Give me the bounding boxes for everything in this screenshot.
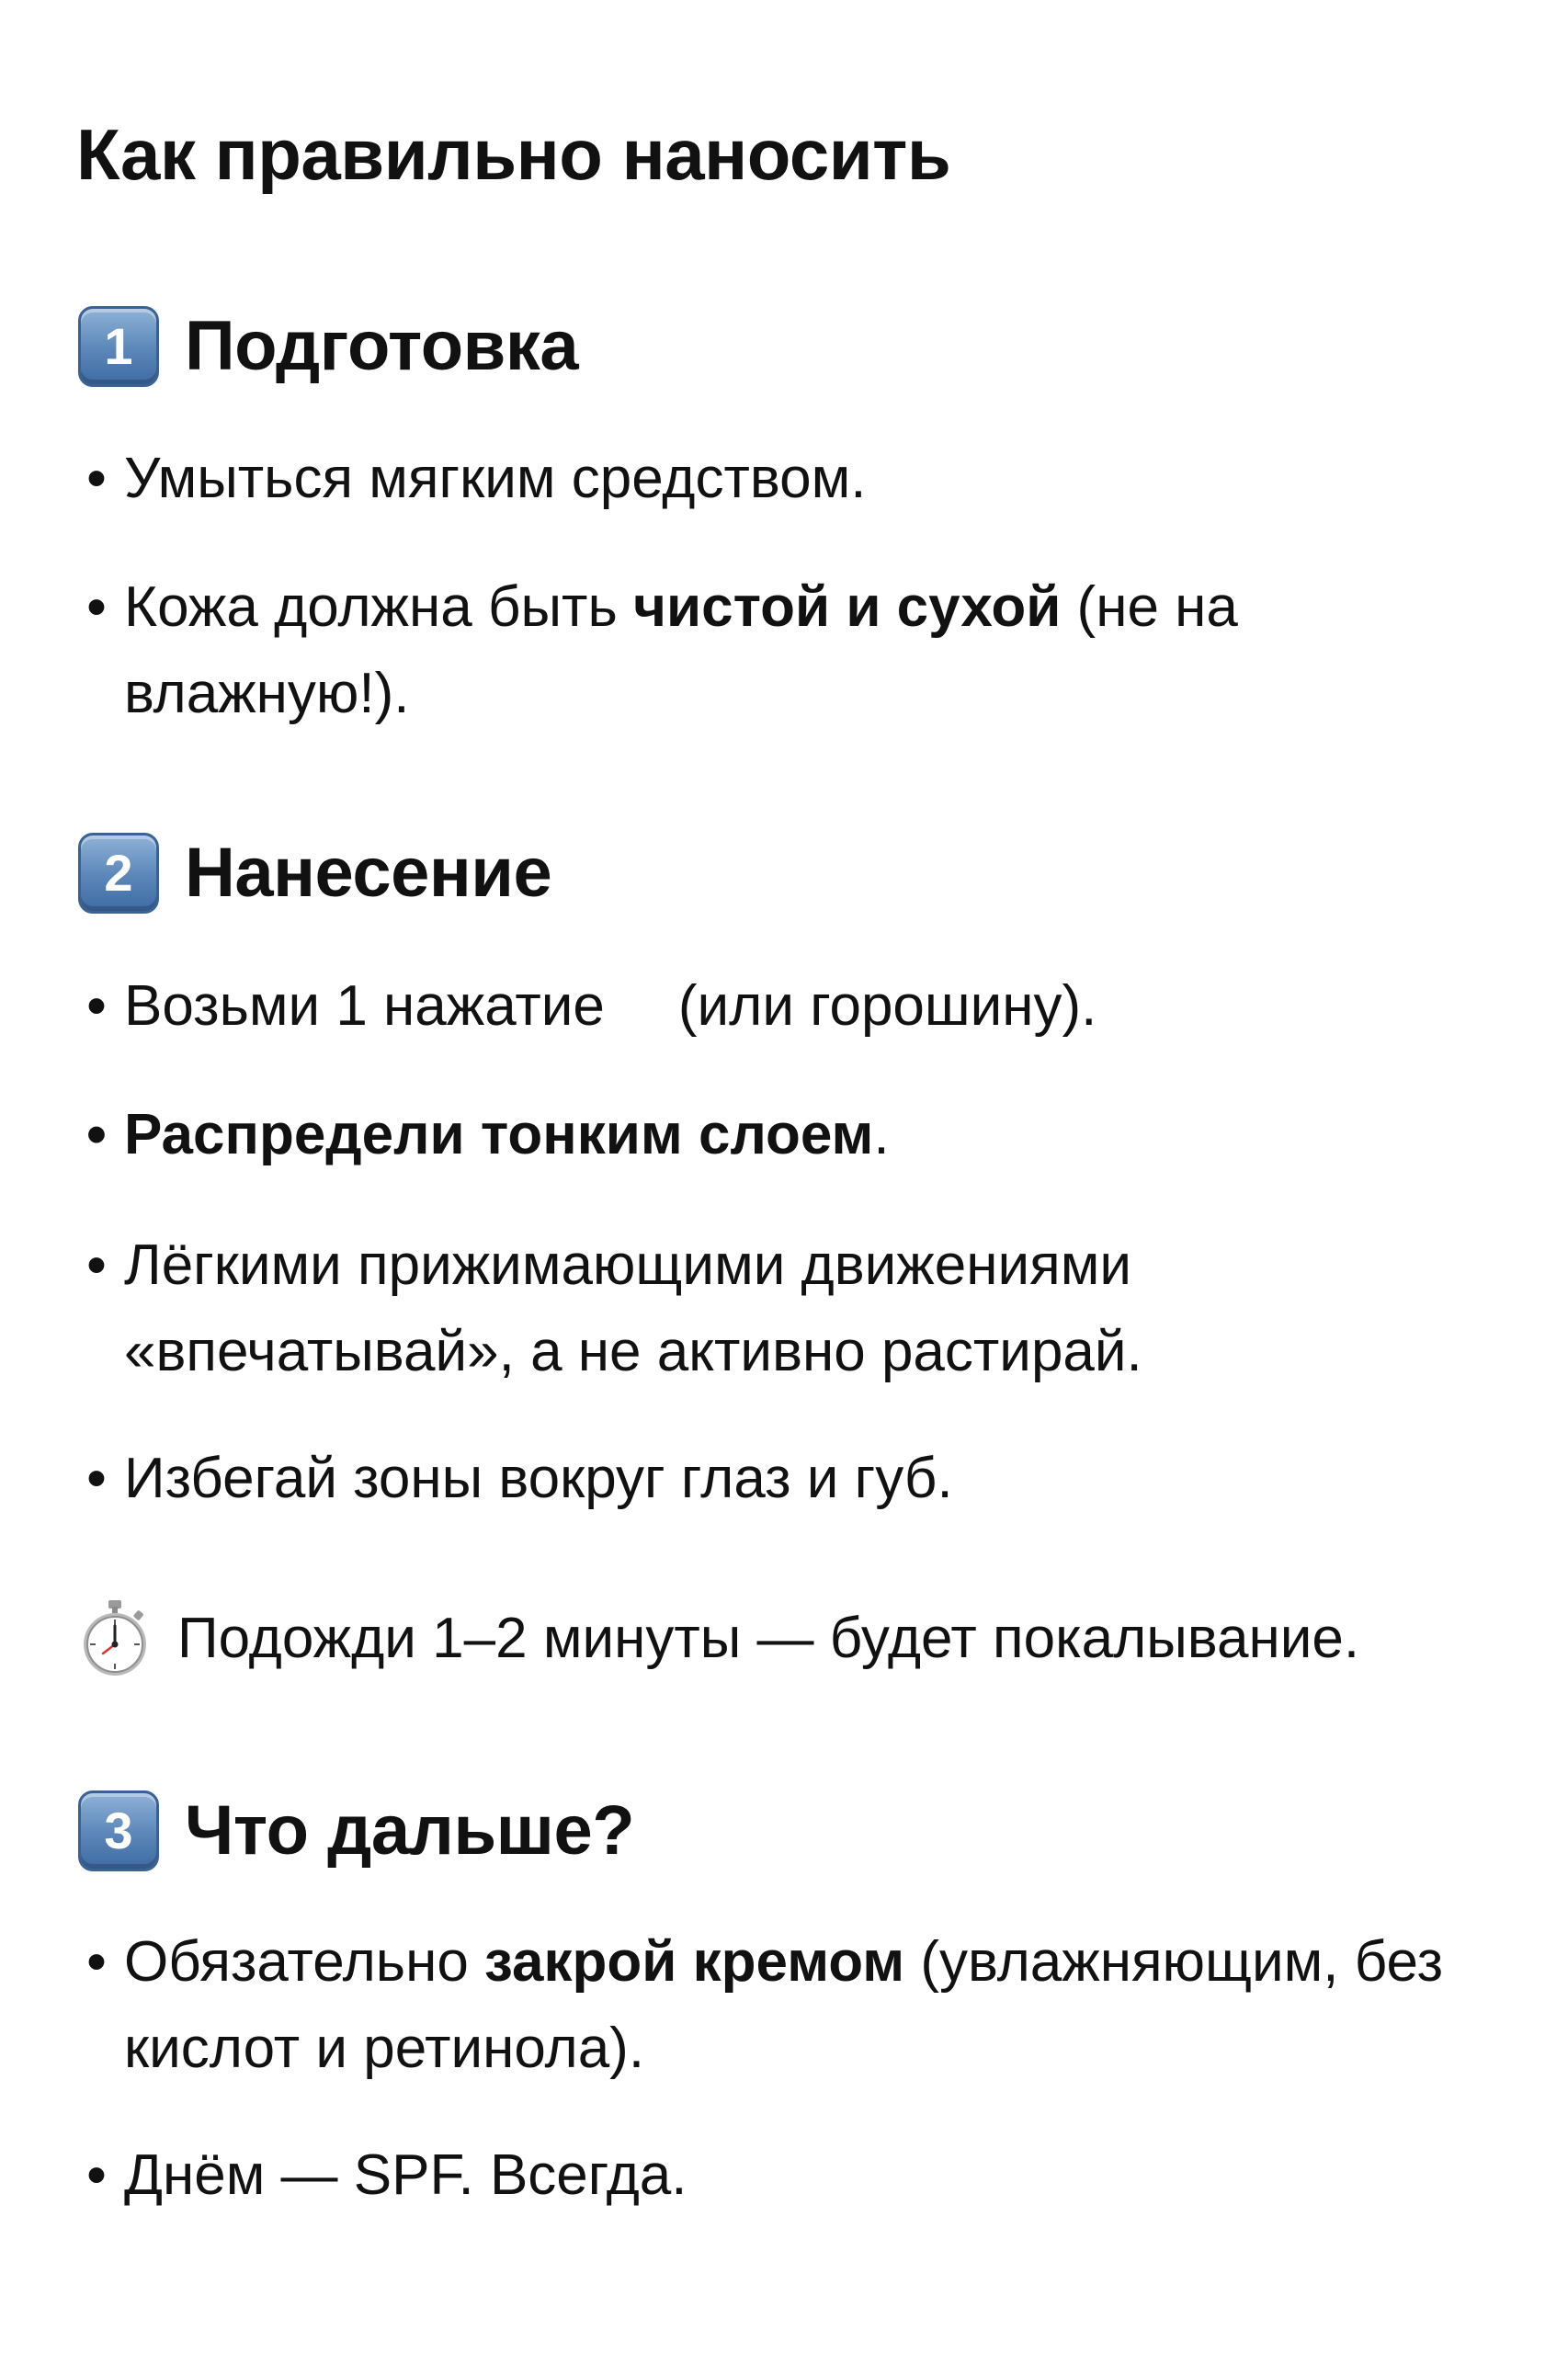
list-item-text <box>124 1919 1512 2092</box>
bullet-marker: • <box>86 1103 107 1166</box>
list-item-text: Днём — SPF. Всегда. <box>124 2143 687 2207</box>
keycap-one-icon: 1 <box>78 306 159 387</box>
list-item <box>78 963 1512 1050</box>
list-item-text-regular: Возьми 1 нажатие <box>124 974 605 1038</box>
list-item-text-bold: чистой и сухой <box>632 575 1062 639</box>
list-item <box>78 1092 1512 1178</box>
bullet-marker: • <box>86 1233 107 1297</box>
bullet-marker: • <box>86 1930 107 1994</box>
list-item-text-regular: Кожа должна быть <box>124 575 633 639</box>
bullet-marker: • <box>86 2143 107 2207</box>
bullet-marker: • <box>86 575 107 639</box>
bullet-marker: • <box>86 447 107 510</box>
list-item-text: Избегай зоны вокруг глаз и губ. <box>124 1447 953 1510</box>
list-item <box>78 436 1512 522</box>
list-item-text <box>124 564 1512 737</box>
timer-note <box>78 1595 1359 1681</box>
list-item-text: Лёгкими прижимающими движениями «впечатывай», а не активно растирай. <box>124 1233 1142 1383</box>
section-2-header <box>78 827 551 919</box>
bullet-marker: • <box>86 974 107 1038</box>
list-item <box>78 1919 1512 2092</box>
section-3-title: Что дальше? <box>185 1791 635 1870</box>
list-item-text-regular: (увлажняющим, без кислот и ретинола). <box>124 1930 1444 2080</box>
list-item-text-bold: Распредели тонким слоем <box>124 1103 874 1166</box>
section-1-header <box>78 301 578 392</box>
stopwatch-icon <box>78 1598 152 1677</box>
section-2-title: Нанесение <box>185 834 552 912</box>
list-item <box>78 2132 1512 2219</box>
list-item <box>78 1436 1512 1522</box>
timer-note-text: Подожди 1–2 минуты — будет покалывание. <box>177 1606 1360 1670</box>
list-item-text <box>124 963 1512 1050</box>
keycap-three-icon: 3 <box>78 1790 159 1871</box>
bullet-marker: • <box>86 1447 107 1510</box>
list-item-text <box>124 1092 1512 1178</box>
list-item <box>78 564 1512 737</box>
page-title: Как правильно наносить <box>76 114 951 195</box>
section-1-title: Подготовка <box>185 307 579 385</box>
list-item-text-regular: (или горошину). <box>677 974 1097 1038</box>
list-item-text-bold: закрой кремом <box>484 1930 905 1994</box>
list-item <box>78 1222 1512 1395</box>
list-item-text: Умыться мягким средством. <box>124 447 867 510</box>
keycap-two-icon: 2 <box>78 833 159 914</box>
section-3-header <box>78 1785 634 1877</box>
list-item-text-regular: . <box>873 1103 890 1166</box>
list-item-text-regular: (не на влажную!). <box>124 575 1238 725</box>
list-item-text-regular: Обязательно <box>124 1930 485 1994</box>
